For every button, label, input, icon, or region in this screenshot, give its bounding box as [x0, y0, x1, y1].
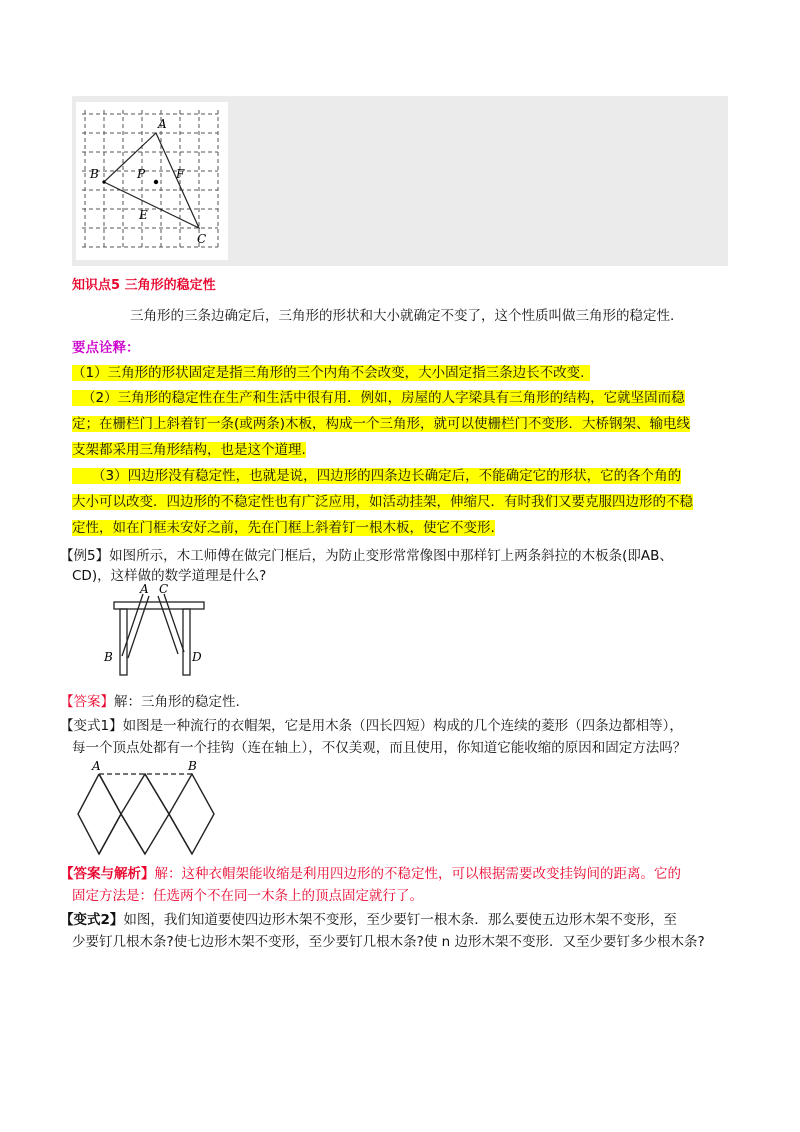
triangle-abc [104, 133, 199, 228]
example5-answer [60, 692, 720, 712]
rack-label-A: A [92, 759, 101, 773]
variant2-q1: 如图，我们知道要使四边形木架不变形，至少要钉一根木条．那么要使五边形木架不变形，至 [123, 912, 677, 928]
note-2-l3-text: 支架都采用三角形结构，也是这个道理. [72, 442, 306, 458]
variant1-answer-l1 [60, 864, 720, 884]
note-2-l2-text: 定；在栅栏门上斜着钉一条(或两条)木板，构成一个三角形，就可以使栅栏门不变形．大桥钢架、输电线 [72, 416, 691, 432]
note-3-l1-text: （3）四边形没有稳定性，也就是说，四边形的四条边长确定后，不能确定它的形状，它的各个角的 [72, 468, 681, 484]
note-3-l2-text: 大小可以改变．四边形的不稳定性也有广泛应用，如活动挂架，伸缩尺．有时我们又要克服四边形的不稳 [72, 494, 693, 510]
grid-triangle-figure [76, 102, 228, 260]
note-1-text: （1）三角形的形状固定是指三角形的三个内角不会改变，大小固定指三条边长不改变. [72, 365, 590, 381]
label-B: B [90, 167, 99, 181]
variant1-answer-tag: 【答案与解析】 [60, 866, 155, 882]
note-2-l1 [72, 388, 732, 408]
example5-tag: 【例5】 [60, 548, 110, 564]
label-A: A [158, 117, 167, 131]
label-F: F [176, 167, 185, 181]
note-3-l2 [72, 492, 732, 512]
note-2-l3 [72, 440, 732, 460]
variant2-tag: 【变式2】 [60, 912, 124, 928]
section-title: 知识点5 三角形的稳定性 [72, 278, 216, 293]
note-1 [72, 363, 732, 383]
example5-question-l2: CD)，这样做的数学道理是什么? [72, 568, 267, 584]
label-P: P [137, 167, 146, 181]
door-label-D: D [192, 650, 202, 664]
label-E: E [139, 208, 148, 222]
variant1-question-l2: 每一个顶点处都有一个挂钩（连在轴上），不仅美观，而且使用，你知道它能收缩的原因和固定方法吗？ [72, 740, 687, 756]
variant2-question-l1 [60, 910, 720, 930]
example5-q1: 如图所示，木工师傅在做完门框后，为防止变形常常像图中那样钉上两条斜拉的木板条(即AB、 [109, 548, 673, 564]
variant1-answer-text: 解：这种衣帽架能收缩是利用四边形的不稳定性，可以根据需要改变挂钩间的距离。它的 [154, 866, 681, 882]
note-2-l2 [72, 414, 732, 434]
note-3-l1 [72, 466, 732, 486]
example5-answer-tag: 【答案】 [60, 694, 114, 710]
label-C: C [197, 232, 207, 246]
variant1-question-l1 [60, 716, 720, 736]
variant1-answer-l2: 固定方法是：任选两个不在同一木条上的顶点固定就行了。 [72, 888, 423, 904]
variant2-question-l2: 少要钉几根木条?使七边形木架不变形，至少要钉几根木条?使 n 边形木架不变形．又至少要钉多少根木条? [72, 934, 705, 950]
note-2-l1-text: （2）三角形的稳定性在生产和生活中很有用．例如，房屋的人字梁具有三角形的结构，它就坚固而稳 [72, 390, 685, 406]
note-3-l3 [72, 518, 732, 538]
door-frame-figure [96, 582, 216, 682]
door-label-B: B [104, 650, 113, 664]
rack-label-B: B [188, 759, 197, 773]
definition-text: 三角形的三条边确定后，三角形的形状和大小就确定不变了，这个性质叫做三角形的稳定性. [130, 308, 675, 324]
hat-rack-figure [70, 758, 230, 856]
example5-question-l1 [60, 546, 720, 566]
note-3-l3-text: 定性，如在门框未安好之前，先在门框上斜着钉一根木板，使它不变形. [72, 520, 495, 536]
variant1-q1: 如图是一种流行的衣帽架，它是用木条（四长四短）构成的几个连续的菱形（四条边都相等）， [122, 718, 683, 734]
door-label-C: C [159, 582, 169, 596]
notes-title: 要点诠释： [72, 340, 140, 356]
door-label-A: A [140, 582, 149, 596]
example5-answer-text: 解：三角形的稳定性. [114, 694, 240, 710]
variant1-tag: 【变式1】 [60, 718, 123, 734]
